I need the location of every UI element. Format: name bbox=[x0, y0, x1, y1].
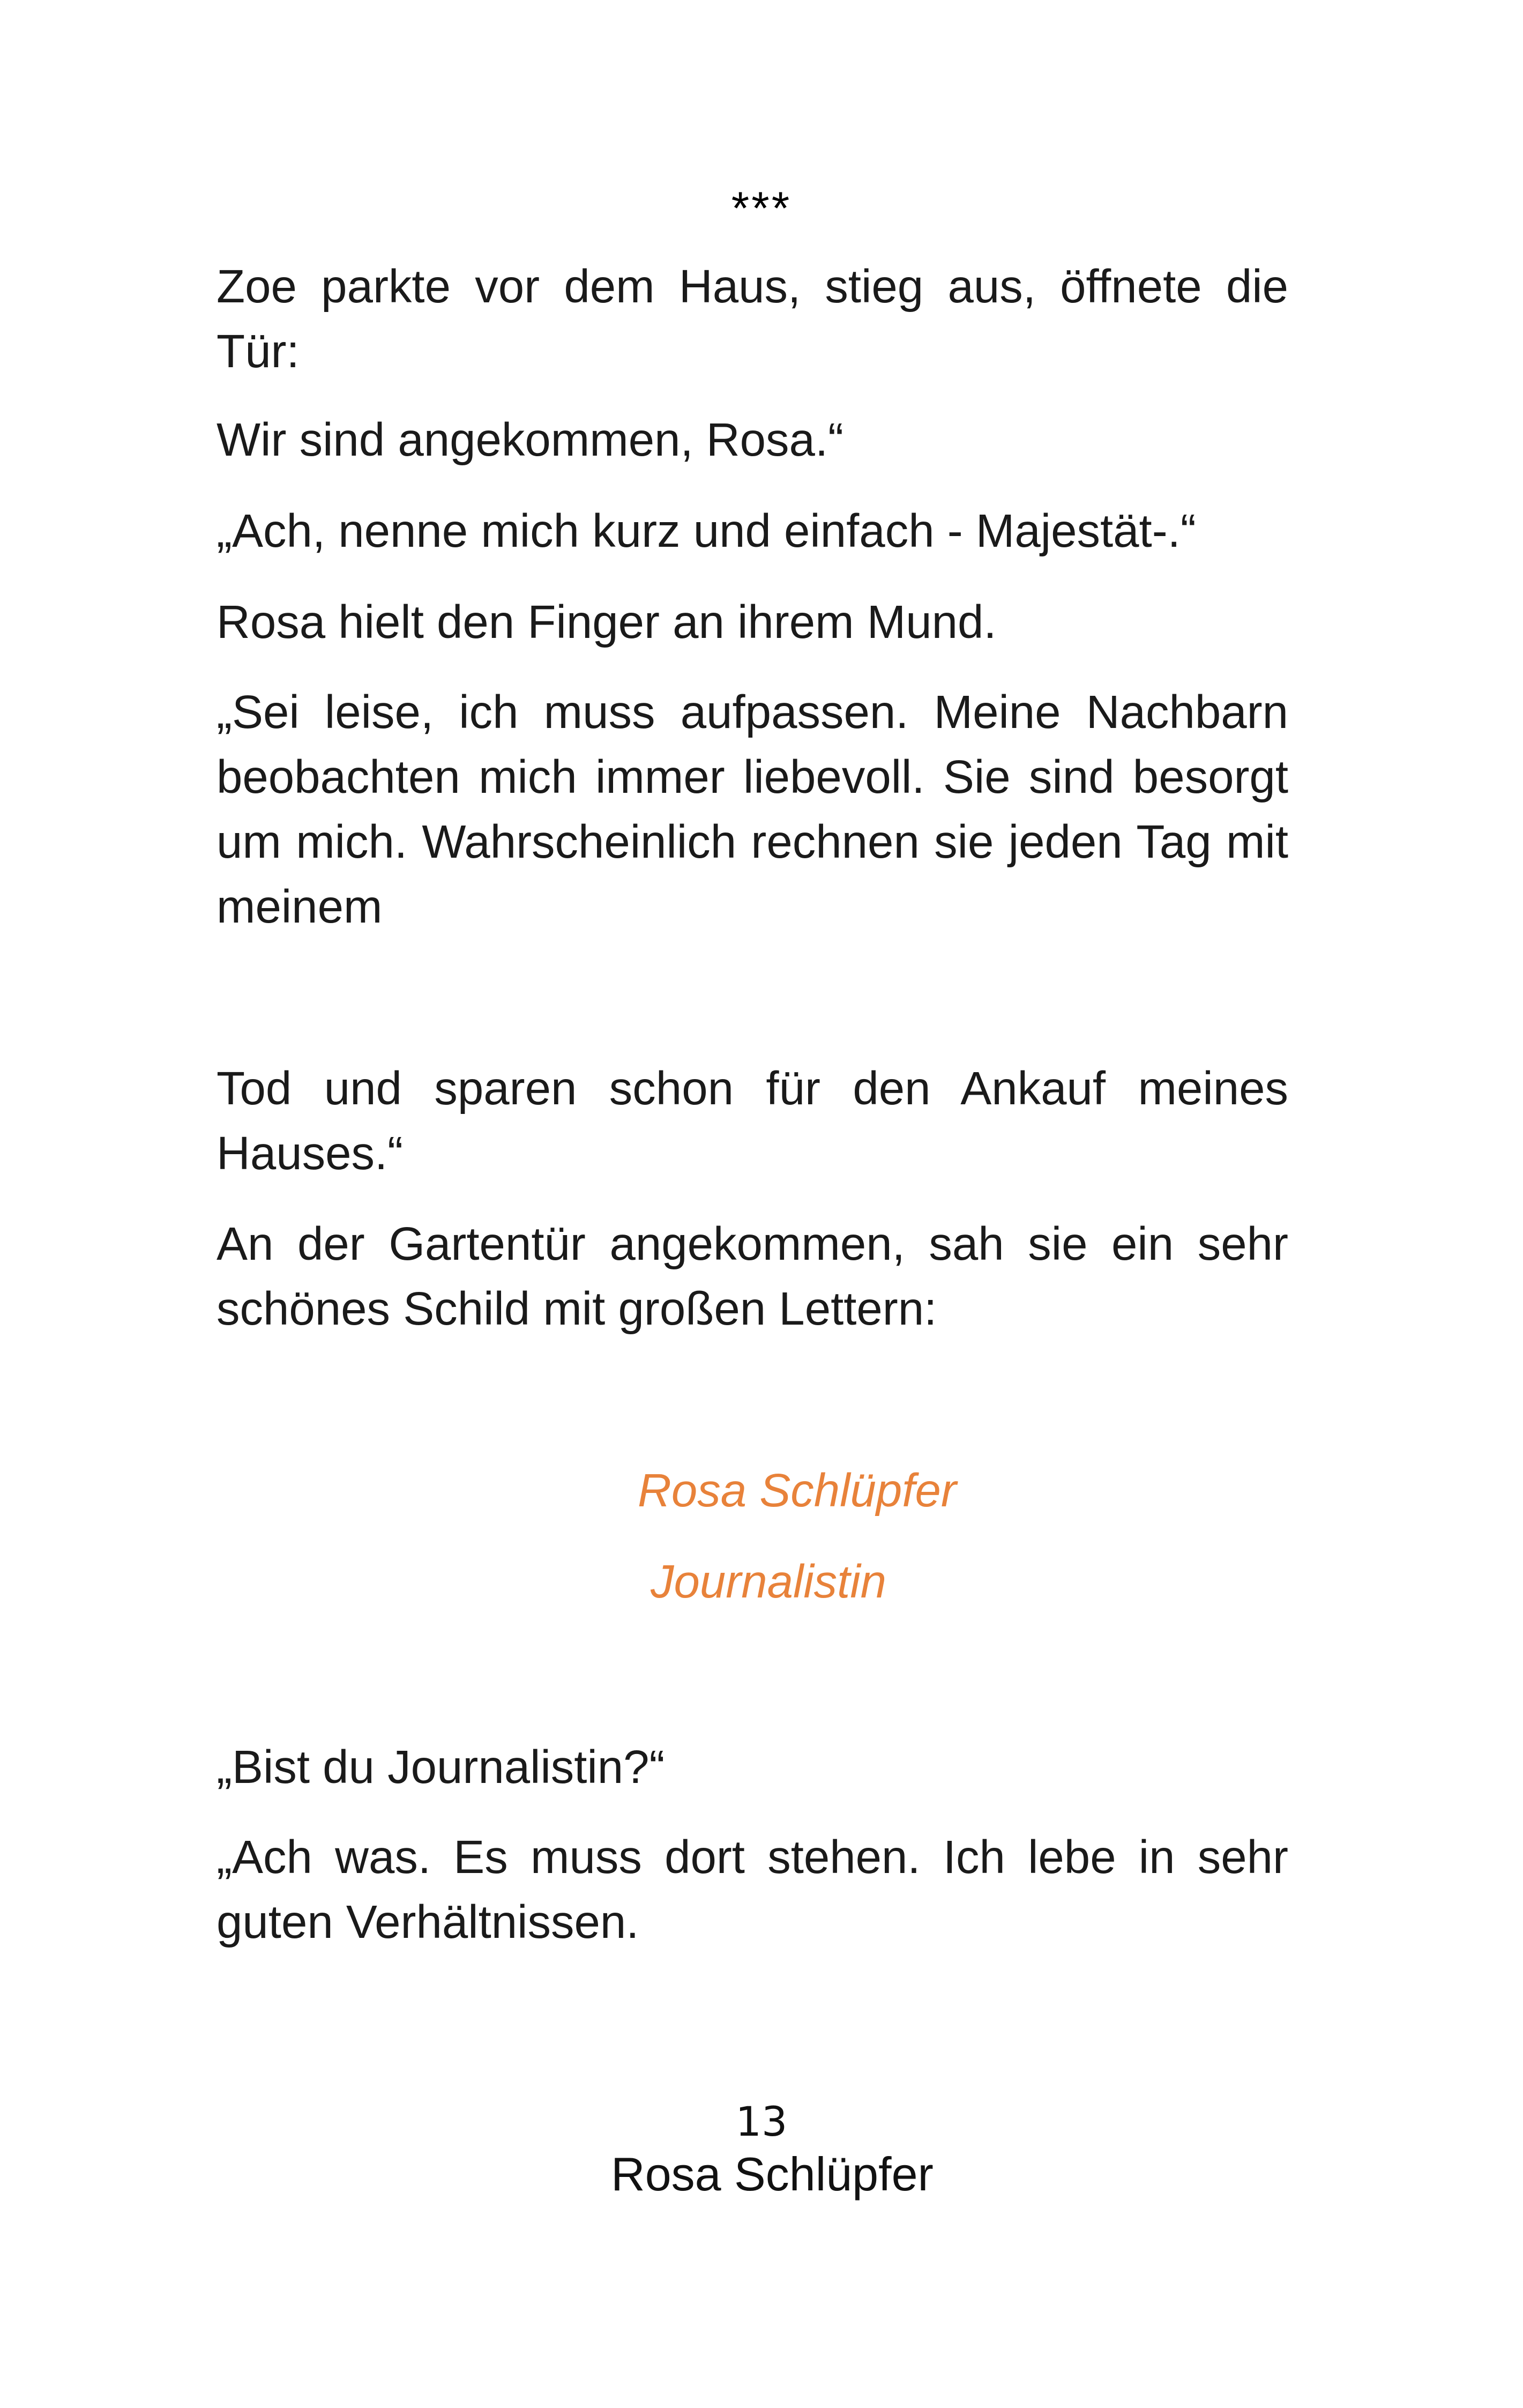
paragraph-5: „Sei leise, ich muss aufpassen. Meine Nachbarn beobachten mich immer liebevoll. Sie sind besorgt um mich. Wahrscheinlich rechnen sie jeden Tag mit meinem bbox=[216, 686, 1288, 933]
paragraph-4: Rosa hielt den Finger an ihrem Mund. bbox=[216, 596, 997, 648]
page-number: 13 bbox=[735, 2098, 788, 2145]
paragraph-3: „Ach, nenne mich kurz und einfach - Majestät-.“ bbox=[216, 505, 1196, 557]
paragraph-7: An der Gartentür angekommen, sah sie ein sehr schönes Schild mit großen Lettern: bbox=[216, 1218, 1288, 1335]
paragraph-1: Zoe parkte vor dem Haus, stieg aus, öffnete die Tür: bbox=[216, 261, 1288, 377]
paragraph-8: „Bist du Journalistin?“ bbox=[216, 1741, 665, 1793]
nameplate-profession: Journalistin bbox=[651, 1556, 887, 1608]
section-separator: *** bbox=[731, 183, 792, 234]
nameplate-name: Rosa Schlüpfer bbox=[638, 1465, 957, 1517]
paragraph-2: Wir sind angekommen, Rosa.“ bbox=[216, 414, 844, 466]
paragraph-9: „Ach was. Es muss dort stehen. Ich lebe in sehr guten Verhältnissen. bbox=[216, 1831, 1288, 1948]
paragraph-6: Tod und sparen schon für den Ankauf meines Hauses.“ bbox=[216, 1062, 1288, 1179]
footer-book-title: Rosa Schlüpfer bbox=[611, 2147, 934, 2201]
